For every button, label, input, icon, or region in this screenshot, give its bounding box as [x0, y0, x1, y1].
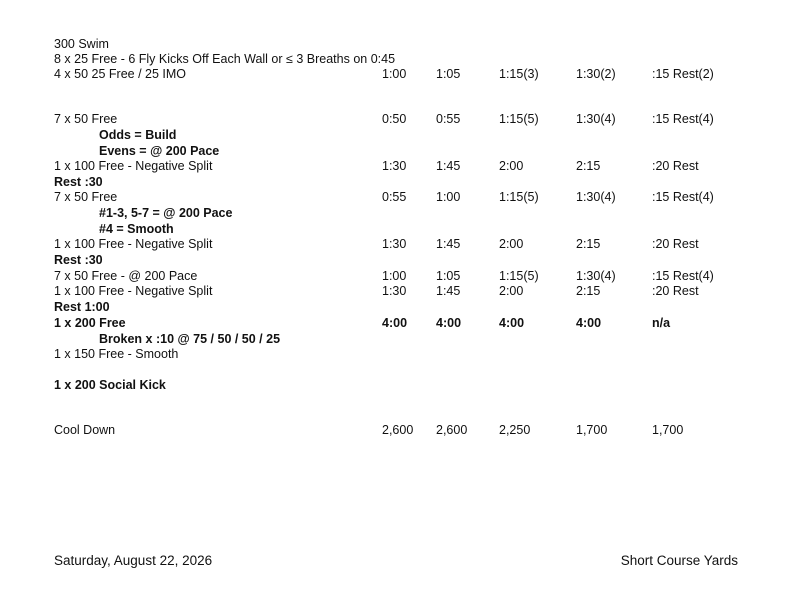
row-description: 1 x 100 Free - Negative Split	[54, 284, 213, 298]
workout-row	[0, 252, 792, 268]
row-description: Rest :30	[54, 175, 103, 189]
row-description: 1 x 200 Free	[54, 316, 126, 330]
interval-cell: 0:55	[382, 190, 407, 204]
interval-cell: 1:45	[436, 159, 461, 173]
interval-cell: 1:30	[382, 284, 407, 298]
workout-row	[0, 331, 792, 347]
row-description: 1 x 100 Free - Negative Split	[54, 237, 213, 251]
workout-row	[0, 158, 792, 174]
workout-row	[0, 174, 792, 190]
yardage-cell: 2,600	[436, 423, 468, 437]
footer-course: Short Course Yards	[620, 553, 738, 568]
workout-row	[0, 36, 792, 52]
interval-cell: 4:00	[499, 316, 525, 330]
interval-cell: 2:00	[499, 159, 524, 173]
interval-cell: 1:30(4)	[576, 269, 616, 283]
row-description: 1 x 200 Social Kick	[54, 378, 166, 392]
interval-cell: 1:15(5)	[499, 190, 539, 204]
workout-row	[0, 283, 792, 299]
row-description: 7 x 50 Free	[54, 112, 118, 126]
row-description: 7 x 50 Free	[54, 190, 118, 204]
row-description: Evens = @ 200 Pace	[99, 144, 220, 158]
workout-row	[0, 111, 792, 127]
total-yardage-row	[0, 422, 792, 438]
footer-date: Saturday, August 22, 2026	[54, 553, 213, 568]
workout-row	[0, 377, 792, 393]
workout-row	[0, 315, 792, 331]
interval-cell: n/a	[652, 316, 671, 330]
workout-row	[0, 143, 792, 159]
workout-row	[0, 66, 792, 82]
yardage-cell: 1,700	[652, 423, 684, 437]
interval-cell: :20 Rest	[652, 237, 699, 251]
interval-cell: :15 Rest(4)	[652, 269, 714, 283]
row-description: 1 x 100 Free - Negative Split	[54, 159, 213, 173]
workout-row	[0, 51, 792, 67]
row-description: 4 x 50 25 Free / 25 IMO	[54, 67, 187, 81]
interval-cell: 1:30(2)	[576, 67, 616, 81]
interval-cell: 1:30(4)	[576, 190, 616, 204]
row-description: #4 = Smooth	[99, 222, 174, 236]
interval-cell: 1:45	[436, 284, 461, 298]
interval-cell: 1:00	[382, 269, 407, 283]
interval-cell: 1:05	[436, 269, 461, 283]
interval-cell: 2:00	[499, 284, 524, 298]
interval-cell: 2:15	[576, 159, 601, 173]
interval-cell: :20 Rest	[652, 159, 699, 173]
workout-row	[0, 268, 792, 284]
row-description: Rest :30	[54, 253, 103, 267]
yardage-cell: 1,700	[576, 423, 608, 437]
interval-cell: :20 Rest	[652, 284, 699, 298]
interval-cell: :15 Rest(4)	[652, 112, 714, 126]
interval-cell: 1:15(5)	[499, 269, 539, 283]
interval-cell: 0:50	[382, 112, 407, 126]
yardage-cell: 2,250	[499, 423, 531, 437]
interval-cell: 1:30	[382, 159, 407, 173]
workout-row	[0, 236, 792, 252]
interval-cell: 1:30	[382, 237, 407, 251]
workout-row	[0, 127, 792, 143]
workout-row	[0, 221, 792, 237]
interval-cell: 1:00	[436, 190, 461, 204]
row-description: Odds = Build	[99, 128, 177, 142]
row-description: 300 Swim	[54, 37, 109, 51]
row-description: Broken x :10 @ 75 / 50 / 50 / 25	[99, 332, 281, 346]
interval-cell: 4:00	[436, 316, 462, 330]
interval-cell: 2:15	[576, 284, 601, 298]
interval-cell: :15 Rest(2)	[652, 67, 714, 81]
yardage-cell: 2,600	[382, 423, 414, 437]
row-description: Rest 1:00	[54, 300, 110, 314]
interval-cell: 1:05	[436, 67, 461, 81]
workout-row	[0, 346, 792, 362]
interval-cell: :15 Rest(4)	[652, 190, 714, 204]
interval-cell: 1:15(3)	[499, 67, 539, 81]
row-description: Cool Down	[54, 423, 116, 437]
interval-cell: 1:30(4)	[576, 112, 616, 126]
workout-row	[0, 205, 792, 221]
interval-cell: 2:15	[576, 237, 601, 251]
interval-cell: 1:00	[382, 67, 407, 81]
interval-cell: 2:00	[499, 237, 524, 251]
row-description: #1-3, 5-7 = @ 200 Pace	[99, 206, 233, 220]
interval-cell: 1:45	[436, 237, 461, 251]
workout-row	[0, 189, 792, 205]
interval-cell: 1:15(5)	[499, 112, 539, 126]
row-description: 7 x 50 Free - @ 200 Pace	[54, 269, 198, 283]
interval-cell: 0:55	[436, 112, 461, 126]
row-description: 1 x 150 Free - Smooth	[54, 347, 179, 361]
row-description: 8 x 25 Free - 6 Fly Kicks Off Each Wall or ≤ 3 Breaths on 0:45	[54, 52, 396, 66]
interval-cell: 4:00	[382, 316, 408, 330]
workout-row	[0, 299, 792, 315]
interval-cell: 4:00	[576, 316, 602, 330]
